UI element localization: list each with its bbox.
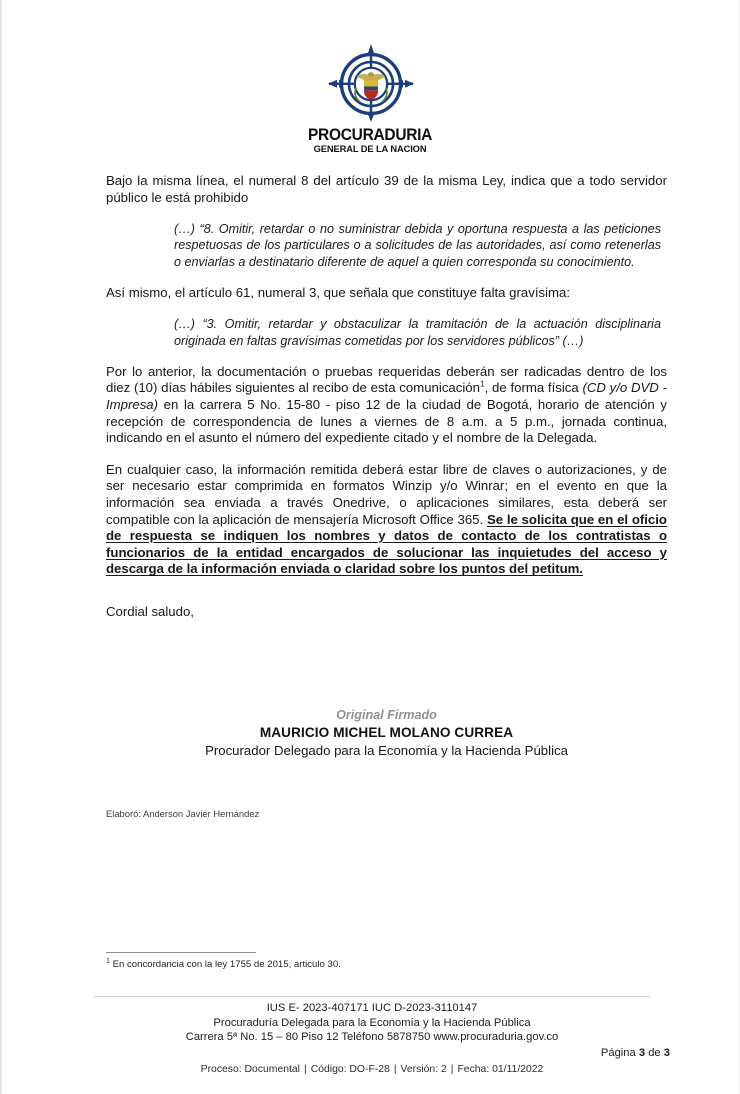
footer-address-block [2, 1001, 740, 1045]
submission-text-part-3: en la carrera 5 No. 15-80 - piso 12 de la ciudad de Bogotá, horario de atención y recepción de correspondencia de lunes a viernes de 8 a.m. a 5 p.m., jornada continua, indicando en el asunto el número del expediente citado y el nombre de la Delegada. [106, 397, 667, 446]
closing-salutation: Cordial saludo, [106, 604, 194, 620]
quote-article-39-numeral-8: (…) “8. Omitir, retardar o no suministrar debida y oportuna respuesta a las peticiones respetuosas de los particulares o a solicitudes de las autoridades, así como retenerlas o enviarlas a destinatario diferente de aquel a quien corresponda su conocimiento. [174, 222, 661, 269]
process-divider-1: | [304, 1063, 307, 1075]
process-code: Código: DO-F-28 [310, 1063, 390, 1075]
process-name: Proceso: Documental [200, 1063, 300, 1075]
process-date: Fecha: 01/11/2022 [457, 1063, 544, 1075]
page-total-number: 3 [663, 1046, 670, 1059]
page-footer [2, 996, 740, 1077]
spacer [106, 593, 667, 604]
file-requirements-normal-text: En cualquier caso, la información remitida deberá estar libre de claves o autorizaciones, y de ser necesario estar comprimida en formatos Winzip y/o Winrar; en el evento en que la información sea enviada a través Onedrive, o aplicaciones similares, esta deberá ser compatible con la aplicación de mensajería Microsoft Office 365. [106, 461, 667, 527]
footer-office-name: Procuraduría Delegada para la Economía y la Hacienda Pública [213, 1016, 531, 1029]
footer-address-phone-website: Carrera 5ª No. 15 – 80 Piso 12 Teléfono 5878750 www.procuraduria.gov.co [185, 1031, 559, 1044]
footnote-item [106, 958, 666, 971]
institution-wordmark [304, 127, 436, 154]
wordmark-main-text: PROCURADURIA [308, 126, 433, 144]
page-label-prefix: Página [600, 1046, 639, 1059]
submission-text-part-1: Por lo anterior, la documentación o pruebas requeridas deberán ser radicadas dentro de los diez (10) días hábiles siguientes al recibo de esta comunicación [106, 363, 667, 396]
elaborated-by-note: Elaboró: Anderson Javier Hernández [106, 807, 260, 819]
letterhead [2, 0, 739, 154]
original-signed-note: Original Firmado [336, 707, 437, 722]
footnote-section [106, 952, 666, 971]
signatory-title: Procurador Delegado para la Economía y la Hacienda Pública [205, 742, 568, 758]
procuraduria-coat-of-arms-icon [323, 42, 419, 126]
submission-format-italic: (CD y/o DVD - Impresa) [106, 380, 667, 413]
process-divider-2: | [393, 1063, 397, 1075]
footnote-content: En concordancia con la ley 1755 de 2015, articulo 30. [109, 959, 341, 970]
signatory-name: MAURICIO MICHEL MOLANO CURREA [259, 724, 514, 740]
footnote-reference-marker: 1 [479, 379, 485, 390]
footer-case-numbers: IUS E- 2023-407171 IUC D-2023-3110147 [266, 1002, 478, 1014]
paragraph-file-requirements [106, 462, 667, 578]
signature-block [2, 707, 739, 759]
process-divider-3: | [450, 1063, 454, 1075]
process-version: Versión: 2 [400, 1063, 447, 1075]
footnote-separator-rule [106, 952, 256, 953]
page-label-middle: de [645, 1046, 664, 1059]
paragraph-submission-instructions [106, 364, 667, 447]
institution-emblem [308, 42, 433, 155]
file-requirements-emphasized-text: Se le solicita que en el oficio de respuesta se indiquen los nombres y datos de contacto de los contratistas o funcionarios de la entidad encargados de solucionar las inquietudes del acceso y descarga de la información enviada o claridad sobre los puntos del petitum. [106, 511, 667, 577]
page-current-number: 3 [638, 1046, 646, 1059]
footer-process-metadata [2, 1063, 740, 1077]
paragraph-prohibition-intro: Bajo la misma línea, el numeral 8 del artículo 39 de la misma Ley, indica que a todo servidor público le está prohibido [106, 173, 667, 205]
page-number-indicator [2, 1047, 740, 1059]
paragraph-article-61-intro: Así mismo, el artículo 61, numeral 3, que señala que constituye falta gravísima: [106, 284, 570, 300]
footer-separator-rule [94, 996, 650, 997]
wordmark-sub-text: GENERAL DE LA NACION [314, 143, 427, 155]
submission-text-part-2: , de forma física [484, 380, 583, 396]
footnote-number: 1 [106, 957, 110, 965]
quote-article-61-numeral-3: (…) “3. Omitir, retardar y obstaculizar la tramitación de la actuación disciplinaria originada en faltas gravísimas cometidas por los servidores públicos” (…) [174, 317, 661, 348]
document-body [2, 173, 739, 621]
